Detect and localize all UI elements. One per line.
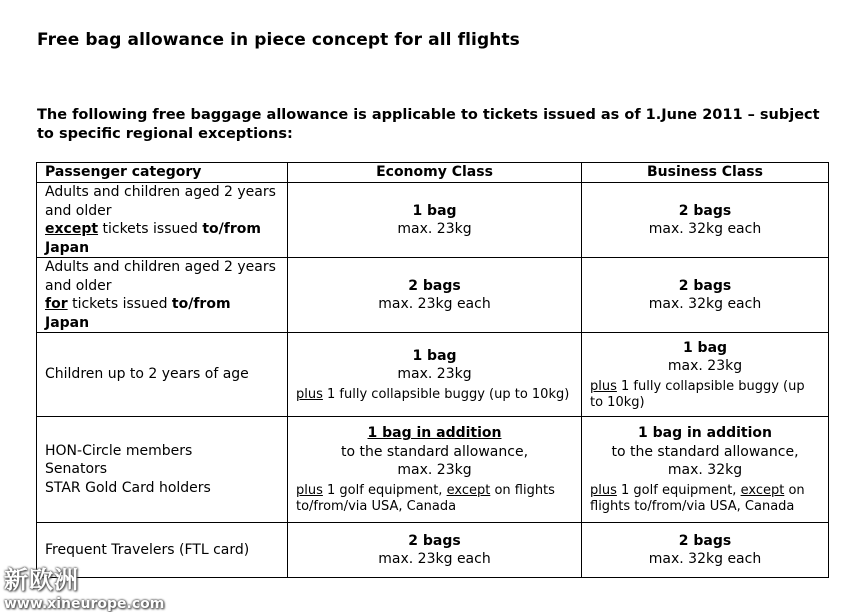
allowance-weight: max. 23kg each bbox=[378, 296, 491, 312]
allowance-note bbox=[296, 387, 573, 403]
category-bold: to/from Japan bbox=[45, 296, 231, 331]
economy-cell bbox=[288, 333, 582, 417]
note-text: 1 golf equipment, bbox=[616, 482, 741, 498]
category-text: STAR Gold Card holders bbox=[45, 479, 211, 496]
allowance-main: 2 bags bbox=[408, 532, 461, 549]
note-keyword: plus bbox=[590, 378, 617, 394]
table-row bbox=[37, 258, 829, 333]
category-cell bbox=[37, 258, 288, 333]
allowance-main: 1 bag in addition bbox=[638, 425, 772, 442]
category-text: tickets issued bbox=[98, 221, 203, 237]
economy-cell bbox=[288, 258, 582, 333]
table-row bbox=[37, 183, 829, 258]
allowance-main: 2 bags bbox=[408, 277, 461, 294]
economy-cell bbox=[288, 523, 582, 578]
business-cell bbox=[582, 523, 829, 578]
business-cell bbox=[582, 417, 829, 523]
note-text: 1 fully collapsible buggy (up to 10kg) bbox=[590, 378, 805, 410]
allowance-main: 1 bag bbox=[412, 347, 457, 364]
category-bold: to/from Japan bbox=[45, 221, 261, 256]
intro-paragraph: The following free baggage allowance is applicable to tickets issued as of 1.June 2011 – subject to specific regional exceptions: bbox=[37, 107, 820, 142]
category-cell bbox=[37, 183, 288, 258]
allowance-note bbox=[590, 379, 820, 411]
allowance-main: 2 bags bbox=[678, 532, 732, 549]
category-text: tickets issued bbox=[67, 296, 172, 312]
business-cell bbox=[582, 183, 829, 258]
category-text: Senators bbox=[45, 461, 108, 478]
allowance-weight: max. 32kg each bbox=[648, 551, 762, 567]
allowance-weight: max. 23kg bbox=[397, 462, 472, 479]
category-text: Frequent Travelers (FTL card) bbox=[45, 541, 250, 558]
table-row bbox=[37, 417, 829, 523]
category-text: HON-Circle members bbox=[45, 442, 193, 459]
allowance-weight: max. 23kg each bbox=[378, 551, 491, 567]
allowance-note bbox=[296, 483, 573, 515]
category-cell bbox=[37, 417, 288, 523]
category-keyword: for bbox=[45, 296, 68, 312]
allowance-desc: to the standard allowance, bbox=[340, 443, 529, 460]
allowance-main: 1 bag bbox=[412, 202, 457, 219]
allowance-main: 1 bag in addition bbox=[367, 425, 502, 442]
table-row bbox=[37, 333, 829, 417]
allowance-weight: max. 32kg each bbox=[648, 296, 762, 312]
allowance-weight: max. 32kg bbox=[667, 462, 743, 479]
watermark-brand: 新欧洲 bbox=[4, 566, 79, 594]
allowance-weight: max. 23kg bbox=[667, 358, 743, 374]
note-keyword: except bbox=[446, 482, 491, 498]
allowance-weight: max. 32kg each bbox=[648, 221, 762, 237]
category-text: Children up to 2 years of age bbox=[45, 366, 249, 383]
note-keyword: plus bbox=[590, 482, 617, 498]
allowance-desc: to the standard allowance, bbox=[611, 443, 799, 460]
watermark-url: www.xineurope.com bbox=[4, 596, 165, 612]
note-keyword: plus bbox=[296, 482, 323, 498]
note-text: 1 golf equipment, bbox=[322, 482, 447, 498]
page-title: Free bag allowance in piece concept for all flights bbox=[37, 30, 520, 50]
category-keyword: except bbox=[45, 221, 99, 237]
header-economy-class: Economy Class bbox=[288, 163, 582, 183]
business-cell bbox=[582, 258, 829, 333]
site-watermark bbox=[4, 560, 164, 612]
category-text: Adults and children aged 2 years and older bbox=[45, 184, 276, 219]
header-business-class: Business Class bbox=[582, 163, 829, 183]
note-text: on flights to/from/via USA, Canada bbox=[590, 482, 805, 514]
category-cell bbox=[37, 333, 288, 417]
header-passenger-category: Passenger category bbox=[37, 163, 288, 183]
note-keyword: plus bbox=[296, 386, 323, 402]
economy-cell bbox=[288, 183, 582, 258]
allowance-weight: max. 23kg bbox=[397, 221, 472, 237]
allowance-main: 2 bags bbox=[678, 277, 732, 294]
allowance-note bbox=[590, 483, 820, 515]
allowance-weight: max. 23kg bbox=[397, 366, 472, 382]
note-text: on flights to/from/via USA, Canada bbox=[296, 482, 555, 514]
category-text: Adults and children aged 2 years and older bbox=[45, 259, 276, 294]
allowance-main: 2 bags bbox=[678, 202, 732, 219]
baggage-allowance-table bbox=[36, 162, 829, 578]
economy-cell bbox=[288, 417, 582, 523]
business-cell bbox=[582, 333, 829, 417]
note-keyword: except bbox=[740, 482, 785, 498]
note-text: 1 fully collapsible buggy (up to 10kg) bbox=[322, 386, 570, 402]
allowance-main: 1 bag bbox=[682, 339, 728, 356]
table-header-row bbox=[37, 163, 829, 183]
